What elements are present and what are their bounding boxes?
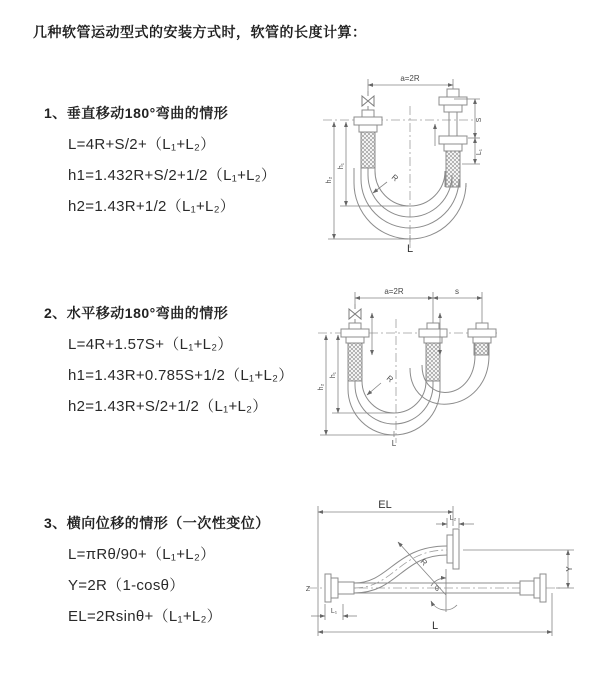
formula-line: h1=1.43R+0.785S+1/2（L₁+L₂）: [68, 367, 294, 384]
l1-label: L₁: [476, 148, 483, 156]
dimension-width: [368, 74, 453, 93]
diagram-lateral-displacement: [306, 499, 574, 636]
axis-mark-label: Z: [305, 586, 311, 593]
middle-fitting: [419, 323, 447, 381]
valve-icon: [349, 304, 361, 323]
left-fitting: [354, 110, 382, 168]
formula-line: h1=1.432R+S/2+1/2（L₁+L₂）: [68, 167, 277, 184]
length-label: L: [391, 439, 397, 448]
formula-line: h2=1.43R+1/2（L₁+L₂）: [68, 198, 236, 215]
section-1-heading: 1、垂直移动180°弯曲的情形: [44, 105, 229, 121]
stroke-label: S: [476, 117, 483, 123]
dimension-width: [355, 287, 482, 325]
braided-hose: [361, 132, 375, 168]
formula-line: L=4R+S/2+（L₁+L₂）: [68, 136, 216, 153]
hose-u-curves-position1: [348, 381, 440, 435]
diagram-horizontal-180: [318, 287, 500, 448]
dimension-length: [318, 593, 552, 636]
h1-label: h₁: [338, 162, 345, 170]
radius-label: R: [418, 557, 430, 568]
radius-label: R: [384, 373, 395, 385]
diagram-vertical-180: [323, 74, 483, 255]
valve-icon: [362, 91, 374, 110]
l1-label: L₁: [330, 608, 338, 615]
formula-line: h2=1.43R+S/2+1/2（L₁+L₂）: [68, 398, 268, 415]
formula-line: EL=2Rsinθ+（L₁+L₂）: [68, 608, 222, 625]
braided-hose: [446, 151, 460, 187]
h2-label: h₂: [326, 176, 333, 184]
dim-width-label: a=2R: [384, 287, 404, 296]
radius-leader: [367, 374, 395, 395]
section-2-heading: 2、水平移动180°弯曲的情形: [44, 305, 229, 321]
l2-label: L₂: [449, 515, 457, 522]
length-label: L: [406, 243, 414, 255]
right-fitting: [468, 323, 496, 355]
dimension-l2: [436, 515, 474, 528]
page-title: 几种软管运动型式的安装方式时，软管的长度计算：: [33, 24, 367, 40]
formula-line: Y=2R（1-cosθ）: [68, 577, 185, 594]
formula-line: L=4R+1.57S+（L₁+L₂）: [68, 336, 233, 353]
right-fitting: [439, 89, 467, 187]
formula-line: L=πRθ/90+（L₁+L₂）: [68, 546, 216, 563]
el-label: EL: [378, 499, 392, 511]
dimension-y: [463, 550, 574, 588]
y-label: Y: [565, 566, 574, 572]
h2-label: h₂: [318, 383, 325, 391]
radius-label: R: [389, 172, 400, 184]
angle-label: θ: [435, 586, 439, 593]
section-3-heading: 3、横向位移的情形（一次性变位）: [44, 515, 270, 531]
h1-label: h₁: [330, 371, 337, 379]
dim-width-label: a=2R: [400, 74, 420, 83]
dim-stroke-label: s: [455, 287, 459, 296]
left-fitting: [325, 574, 354, 602]
dimension-el: [318, 499, 453, 636]
length-label: L: [431, 620, 439, 632]
left-fitting: [341, 323, 369, 381]
